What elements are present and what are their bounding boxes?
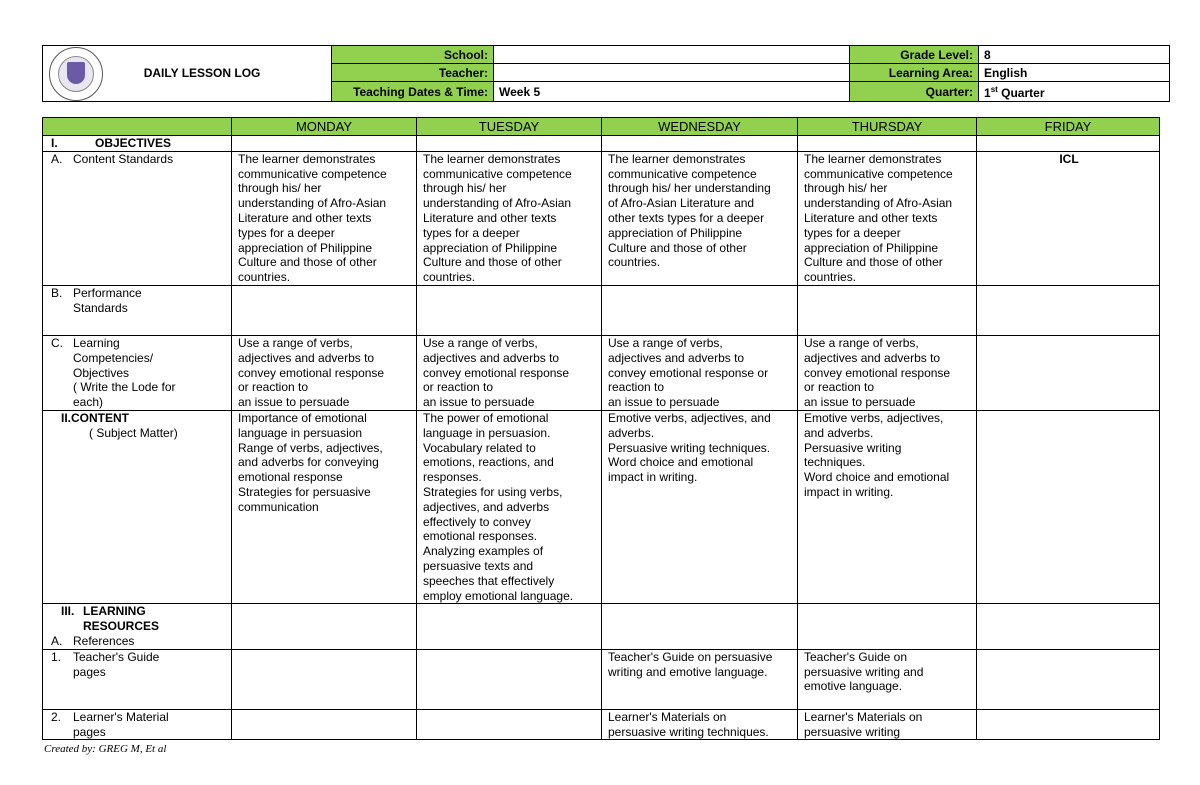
school-label: School:	[332, 46, 494, 64]
learners-material-friday[interactable]	[977, 709, 1160, 740]
quarter-label: Quarter:	[850, 82, 979, 102]
day-header-thursday: THURSDAY	[798, 118, 977, 136]
grade-level-label: Grade Level:	[850, 46, 979, 64]
quarter-value[interactable]: 1st Quarter	[979, 82, 1170, 102]
resources-monday[interactable]	[232, 604, 417, 649]
teachers-guide-wednesday[interactable]: Teacher's Guide on persuasive writing and emotive language.	[602, 649, 798, 709]
teacher-label: Teacher:	[332, 64, 494, 82]
performance-standards-tuesday[interactable]	[417, 285, 602, 335]
table-row	[43, 285, 1160, 335]
learners-material-monday[interactable]	[232, 709, 417, 740]
day-header-monday: MONDAY	[232, 118, 417, 136]
content-label: II. CONTENT ( Subject Matter)	[43, 410, 232, 603]
performance-standards-wednesday[interactable]	[602, 285, 798, 335]
table-row	[43, 335, 1160, 410]
performance-standards-thursday[interactable]	[798, 285, 977, 335]
table-row	[43, 604, 1160, 649]
learners-material-label: 2. Learner's Material pages	[43, 709, 232, 740]
day-header-tuesday: TUESDAY	[417, 118, 602, 136]
learning-resources-label: III. LEARNING RESOURCES A. References	[43, 604, 232, 649]
day-header-wednesday: WEDNESDAY	[602, 118, 798, 136]
resources-wednesday[interactable]	[602, 604, 798, 649]
resources-friday[interactable]	[977, 604, 1160, 649]
content-standards-label: A. Content Standards	[43, 151, 232, 285]
content-tuesday[interactable]: The power of emotional language in persuasion. Vocabulary related to emotions, reactions, and responses. Strategies for using verbs, adjectives, and adverbs effectively to convey emotional responses. Analyzing examples of persuasive texts and speeches that effectively employ emotional language.	[417, 410, 602, 603]
content-standards-wednesday[interactable]: The learner demonstrates communicative competence through his/ her understanding of Afro-Asian Literature and other texts types for a deeper appreciation of Philippine Culture and those of other countries.	[602, 151, 798, 285]
teachers-guide-monday[interactable]	[232, 649, 417, 709]
competencies-friday[interactable]	[977, 335, 1160, 410]
table-row	[43, 410, 1160, 603]
header-table	[42, 45, 1170, 102]
deped-seal-logo	[49, 47, 103, 101]
document-title: DAILY LESSON LOG	[143, 65, 261, 80]
learners-material-thursday[interactable]: Learner's Materials on persuasive writing	[798, 709, 977, 740]
performance-standards-friday[interactable]	[977, 285, 1160, 335]
competencies-wednesday[interactable]: Use a range of verbs, adjectives and adverbs to convey emotional response or reaction to an issue to persuade	[602, 335, 798, 410]
resources-thursday[interactable]	[798, 604, 977, 649]
performance-standards-label: B. Performance Standards	[43, 285, 232, 335]
content-standards-thursday[interactable]: The learner demonstrates communicative competence through his/ her understanding of Afro-Asian Literature and other texts types for a deeper appreciation of Philippine Culture and those of other countries.	[798, 151, 977, 285]
teachers-guide-thursday[interactable]: Teacher's Guide on persuasive writing and emotive language.	[798, 649, 977, 709]
resources-tuesday[interactable]	[417, 604, 602, 649]
teachers-guide-tuesday[interactable]	[417, 649, 602, 709]
competencies-label: C. Learning Competencies/ Objectives ( Write the Lode for each)	[43, 335, 232, 410]
school-value[interactable]	[494, 46, 850, 64]
lesson-log-table	[42, 117, 1160, 740]
content-standards-monday[interactable]: The learner demonstrates communicative competence through his/ her understanding of Afro-Asian Literature and other texts types for a deeper appreciation of Philippine Culture and those of other countries.	[232, 151, 417, 285]
table-row	[43, 136, 1160, 152]
teachers-guide-label: 1. Teacher's Guide pages	[43, 649, 232, 709]
table-row	[43, 151, 1160, 285]
table-row	[43, 649, 1160, 709]
table-row	[43, 709, 1160, 740]
day-header-friday: FRIDAY	[977, 118, 1160, 136]
teaching-dates-label: Teaching Dates & Time:	[332, 82, 494, 102]
teacher-value[interactable]	[494, 64, 850, 82]
day-header-row	[43, 118, 1160, 136]
content-thursday[interactable]: Emotive verbs, adjectives, and adverbs. Persuasive writing techniques. Word choice and emotional impact in writing.	[798, 410, 977, 603]
learning-area-label: Learning Area:	[850, 64, 979, 82]
grade-level-value[interactable]: 8	[979, 46, 1170, 64]
content-standards-friday[interactable]: ICL	[977, 151, 1160, 285]
competencies-tuesday[interactable]: Use a range of verbs, adjectives and adverbs to convey emotional response or reaction to an issue to persuade	[417, 335, 602, 410]
content-friday[interactable]	[977, 410, 1160, 603]
competencies-monday[interactable]: Use a range of verbs, adjectives and adverbs to convey emotional response or reaction to an issue to persuade	[232, 335, 417, 410]
teaching-dates-value[interactable]: Week 5	[494, 82, 850, 102]
title-cell	[43, 46, 332, 102]
content-standards-tuesday[interactable]: The learner demonstrates communicative competence through his/ her understanding of Afro-Asian Literature and other texts types for a deeper appreciation of Philippine Culture and those of other countries.	[417, 151, 602, 285]
learning-area-value[interactable]: English	[979, 64, 1170, 82]
learners-material-tuesday[interactable]	[417, 709, 602, 740]
teachers-guide-friday[interactable]	[977, 649, 1160, 709]
content-wednesday[interactable]: Emotive verbs, adjectives, and adverbs. Persuasive writing techniques. Word choice and emotional impact in writing.	[602, 410, 798, 603]
objectives-heading: I. OBJECTIVES	[43, 136, 232, 152]
corner-cell	[43, 118, 232, 136]
competencies-thursday[interactable]: Use a range of verbs, adjectives and adverbs to convey emotional response or reaction to an issue to persuade	[798, 335, 977, 410]
learners-material-wednesday[interactable]: Learner's Materials on persuasive writing techniques.	[602, 709, 798, 740]
performance-standards-monday[interactable]	[232, 285, 417, 335]
footer-credit: Created by: GREG M, Et al	[44, 743, 167, 755]
content-monday[interactable]: Importance of emotional language in persuasion Range of verbs, adjectives, and adverbs for conveying emotional response Strategies for persuasive communication	[232, 410, 417, 603]
